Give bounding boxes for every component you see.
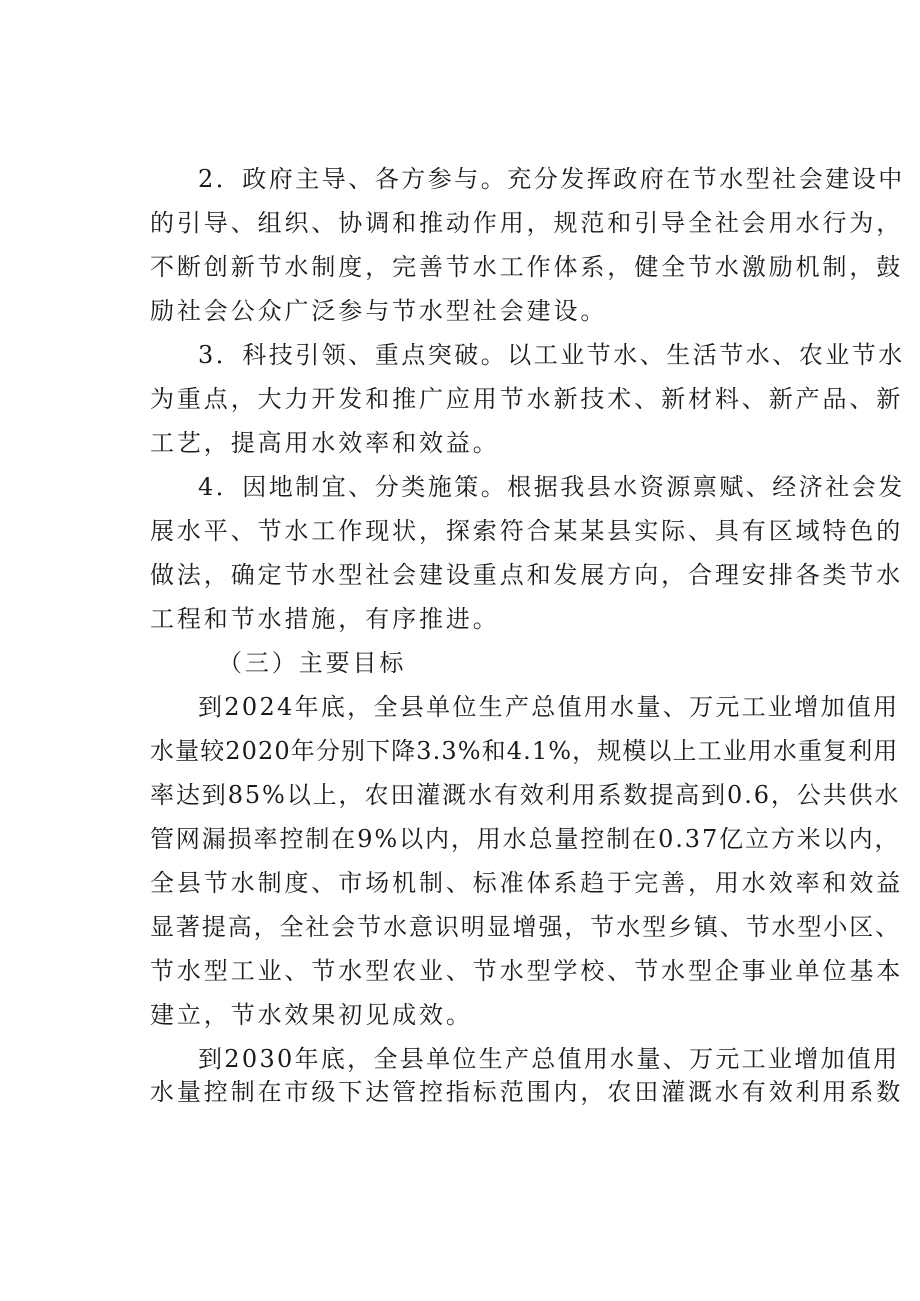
goal-2024-line-6: 显著提高，全社会节水意识明显增强，节水型乡镇、节水型小区、	[150, 913, 902, 941]
goal-2024-line-8: 建立，节水效果初见成效。	[150, 1001, 473, 1029]
principle-3-line-3: 工艺，提高用水效率和效益。	[150, 429, 500, 457]
principle-3-line-1: 3．科技引领、重点突破。以工业节水、生活节水、农业节水	[198, 341, 905, 369]
principle-4-line-1: 4．因地制宜、分类施策。根据我县水资源禀赋、经济社会发	[198, 473, 905, 501]
goal-2024-line-1: 到2024年底，全县单位生产总值用水量、万元工业增加值用	[198, 693, 900, 721]
principle-2-line-1: 2．政府主导、各方参与。充分发挥政府在节水型社会建设中	[198, 165, 905, 193]
principle-2-line-4: 励社会公众广泛参与节水型社会建设。	[150, 297, 608, 325]
goal-2024-line-3: 率达到85%以上，农田灌溉水有效利用系数提高到0.6，公共供水	[150, 781, 901, 809]
goal-2024-line-2: 水量较2020年分别下降3.3%和4.1%，规模以上工业用水重复利用	[150, 737, 899, 765]
principle-2-line-2: 的引导、组织、协调和推动作用，规范和引导全社会用水行为，	[150, 209, 904, 237]
goal-2030-line-1: 到2030年底，全县单位生产总值用水量、万元工业增加值用	[198, 1045, 900, 1073]
goal-2030-line-2: 水量控制在市级下达管控指标范围内，农田灌溉水有效利用系数	[150, 1078, 904, 1106]
principle-3-line-2: 为重点，大力开发和推广应用节水新技术、新材料、新产品、新	[150, 385, 904, 413]
principle-4-line-2: 展水平、节水工作现状，探索符合某某县实际、具有区域特色的	[150, 517, 904, 545]
principle-2-line-3: 不断创新节水制度，完善节水工作体系，健全节水激励机制，鼓	[150, 253, 904, 281]
principle-4-line-4: 工程和节水措施，有序推进。	[150, 605, 500, 633]
principle-4-line-3: 做法，确定节水型社会建设重点和发展方向，合理安排各类节水	[150, 561, 904, 589]
section-heading: （三）主要目标	[218, 649, 407, 677]
goal-2024-line-4: 管网漏损率控制在9%以内，用水总量控制在0.37亿立方米以内，	[150, 825, 901, 853]
goal-2024-line-7: 节水型工业、节水型农业、节水型学校、节水型企事业单位基本	[150, 957, 904, 985]
goal-2024-line-5: 全县节水制度、市场机制、标准体系趋于完善，用水效率和效益	[150, 869, 904, 897]
